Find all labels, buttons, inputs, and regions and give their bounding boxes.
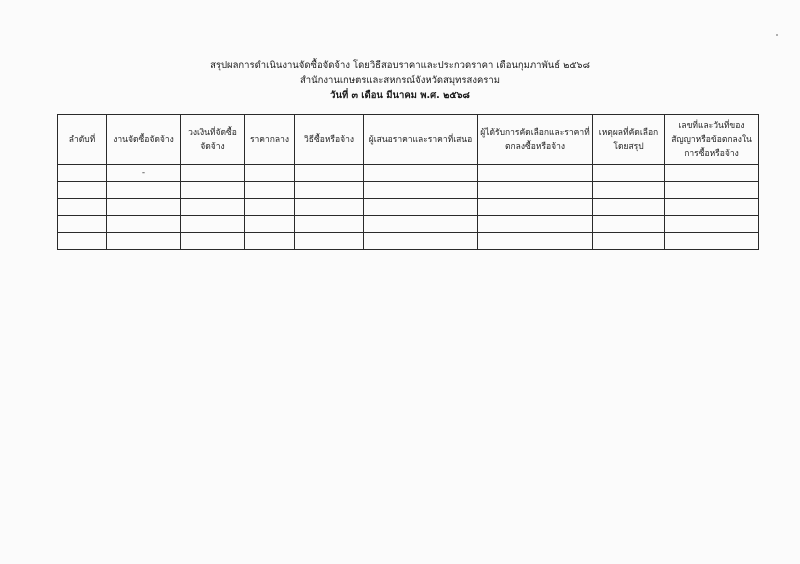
table-cell (478, 199, 593, 216)
table-cell (665, 199, 759, 216)
table-cell (58, 182, 107, 199)
table-cell (593, 165, 665, 182)
table-row (58, 199, 759, 216)
table-cell (295, 233, 364, 250)
table-cell (478, 182, 593, 199)
table-cell (295, 216, 364, 233)
table-cell (107, 216, 181, 233)
table-cell (295, 182, 364, 199)
column-header-selection-reason: เหตุผลที่คัดเลือกโดยสรุป (593, 115, 665, 165)
table-cell (665, 182, 759, 199)
table-cell (58, 165, 107, 182)
table-cell (107, 233, 181, 250)
table-cell (478, 233, 593, 250)
table-row (58, 233, 759, 250)
table-row (58, 182, 759, 199)
table-cell (478, 216, 593, 233)
document-header (0, 58, 800, 103)
column-header-budget: วงเงินที่จัดซื้อจัดจ้าง (181, 115, 245, 165)
table-cell (107, 199, 181, 216)
column-header-contract-reference: เลขที่และวันที่ของสัญญาหรือข้อตกลงในการซื้อหรือจ้าง (665, 115, 759, 165)
table-cell: - (107, 165, 181, 182)
column-header-method: วิธีซื้อหรือจ้าง (295, 115, 364, 165)
column-header-selected-vendor: ผู้ได้รับการคัดเลือกและราคาที่ตกลงซื้อหรือจ้าง (478, 115, 593, 165)
table-cell (181, 182, 245, 199)
table-cell (295, 199, 364, 216)
office-name: สำนักงานเกษตรและสหกรณ์จังหวัดสมุทรสงคราม (299, 75, 501, 86)
table-cell (181, 199, 245, 216)
procurement-summary-table (57, 114, 759, 250)
table-cell (181, 216, 245, 233)
table-cell (58, 199, 107, 216)
table-cell (593, 182, 665, 199)
column-header-reference-price: ราคากลาง (245, 115, 295, 165)
table-cell (364, 199, 478, 216)
table-cell (58, 233, 107, 250)
table-cell (593, 233, 665, 250)
table-cell (364, 216, 478, 233)
table-row (58, 165, 759, 182)
table-cell (364, 165, 478, 182)
table-cell (181, 233, 245, 250)
table-cell (665, 233, 759, 250)
table-cell (593, 199, 665, 216)
table-cell (295, 165, 364, 182)
scan-speck (776, 34, 778, 36)
table-cell (245, 216, 295, 233)
table-cell (364, 233, 478, 250)
column-header-sequence: ลำดับที่ (58, 115, 107, 165)
table-cell (181, 165, 245, 182)
table-cell (665, 165, 759, 182)
column-header-bidders: ผู้เสนอราคาและราคาที่เสนอ (364, 115, 478, 165)
table-cell (665, 216, 759, 233)
table-row (58, 216, 759, 233)
table-cell (245, 199, 295, 216)
report-date: วันที่ ๓ เดือน มีนาคม พ.ศ. ๒๕๖๘ (330, 90, 470, 101)
table-cell (58, 216, 107, 233)
table-header-row (58, 115, 759, 165)
table-cell (245, 233, 295, 250)
table-cell (245, 182, 295, 199)
table-cell (478, 165, 593, 182)
document-title: สรุปผลการดำเนินงานจัดซื้อจัดจ้าง โดยวิธีสอบราคาและประกวดราคา เดือนกุมภาพันธ์ ๒๕๖๘ (210, 60, 590, 71)
table-cell (107, 182, 181, 199)
column-header-procurement-item: งานจัดซื้อจัดจ้าง (107, 115, 181, 165)
table-cell (245, 165, 295, 182)
table-cell (593, 216, 665, 233)
table-cell (364, 182, 478, 199)
